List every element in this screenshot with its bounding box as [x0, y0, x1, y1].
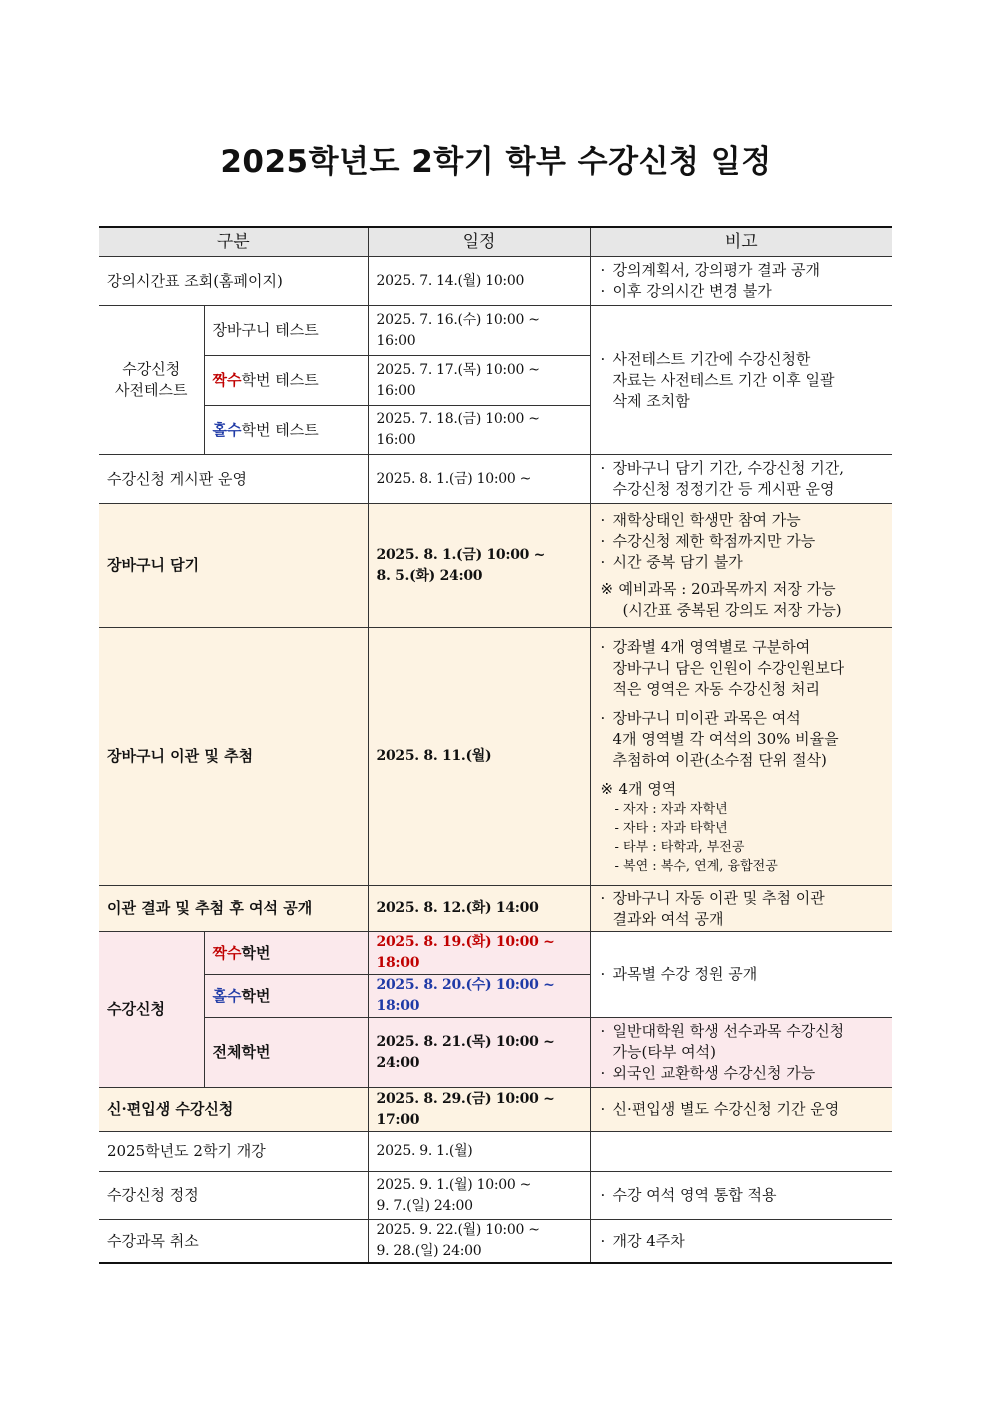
table-row	[99, 1132, 892, 1172]
row-label: 수강신청 정정	[99, 1172, 368, 1220]
row-group-register: 수강신청	[99, 932, 204, 1088]
row-label: 이관 결과 및 추첨 후 여석 공개	[99, 886, 368, 932]
row-date: 2025. 9. 1.(월) 10:00 ~ 9. 7.(일) 24:00	[368, 1172, 590, 1220]
row-date: 2025. 7. 14.(월) 10:00	[368, 257, 590, 306]
table-row	[99, 1018, 892, 1088]
row-note: · 강의계획서, 강의평가 결과 공개 · 이후 강의시간 변경 불가	[590, 257, 892, 306]
row-date: 2025. 7. 18.(금) 10:00 ~ 16:00	[368, 406, 590, 455]
table-row	[99, 1088, 892, 1132]
row-date: 2025. 8. 19.(화) 10:00 ~ 18:00	[368, 932, 590, 975]
row-note: · 사전테스트 기간에 수강신청한 자료는 사전테스트 기간 이후 일괄 삭제 조치함	[590, 306, 892, 455]
row-label: 수강과목 취소	[99, 1220, 368, 1264]
row-label: 장바구니 담기	[99, 504, 368, 628]
row-date: 2025. 9. 1.(월)	[368, 1132, 590, 1172]
row-label: 강의시간표 조회(홈페이지)	[99, 257, 368, 306]
row-date: 2025. 8. 12.(화) 14:00	[368, 886, 590, 932]
row-note: · 신·편입생 별도 수강신청 기간 운영	[590, 1088, 892, 1132]
row-note: · 수강 여석 영역 통합 적용	[590, 1172, 892, 1220]
table-row	[99, 455, 892, 504]
row-label: 2025학년도 2학기 개강	[99, 1132, 368, 1172]
row-label: 신·편입생 수강신청	[99, 1088, 368, 1132]
row-date: 2025. 9. 22.(월) 10:00 ~ 9. 28.(일) 24:00	[368, 1220, 590, 1264]
row-date: 2025. 7. 17.(목) 10:00 ~ 16:00	[368, 356, 590, 406]
row-label: 짝수학번	[204, 932, 368, 975]
row-label: 수강신청 게시판 운영	[99, 455, 368, 504]
header-schedule: 일정	[368, 227, 590, 257]
table-row	[99, 1220, 892, 1264]
row-label: 홀수학번	[204, 975, 368, 1018]
table-row	[99, 886, 892, 932]
row-group-pretest: 수강신청 사전테스트	[99, 306, 204, 455]
row-date: 2025. 7. 16.(수) 10:00 ~ 16:00	[368, 306, 590, 356]
header-category: 구분	[99, 227, 368, 257]
row-note: · 장바구니 담기 기간, 수강신청 기간, 수강신청 정정기간 등 게시판 운영	[590, 455, 892, 504]
row-date: 2025. 8. 21.(목) 10:00 ~ 24:00	[368, 1018, 590, 1088]
table-row	[99, 932, 892, 975]
row-label: 장바구니 테스트	[204, 306, 368, 356]
row-date: 2025. 8. 1.(금) 10:00 ~	[368, 455, 590, 504]
row-note: · 장바구니 자동 이관 및 추첨 이관 결과와 여석 공개	[590, 886, 892, 932]
row-label: 짝수학번 테스트	[204, 356, 368, 406]
row-note: · 일반대학원 학생 선수과목 수강신청 가능(타부 여석) · 외국인 교환학생 수강신청 가능	[590, 1018, 892, 1088]
row-date: 2025. 8. 1.(금) 10:00 ~ 8. 5.(화) 24:00	[368, 504, 590, 628]
table-row	[99, 504, 892, 628]
row-note: · 개강 4주차	[590, 1220, 892, 1264]
row-date: 2025. 8. 11.(월)	[368, 628, 590, 886]
row-note	[590, 1132, 892, 1172]
table-row	[99, 306, 892, 356]
row-label: 장바구니 이관 및 추첨	[99, 628, 368, 886]
row-label: 전체학번	[204, 1018, 368, 1088]
header-remarks: 비고	[590, 227, 892, 257]
table-row	[99, 1172, 892, 1220]
row-note: · 과목별 수강 정원 공개	[590, 932, 892, 1018]
row-label: 홀수학번 테스트	[204, 406, 368, 455]
schedule-table	[99, 226, 892, 1264]
row-date: 2025. 8. 20.(수) 10:00 ~ 18:00	[368, 975, 590, 1018]
table-row	[99, 257, 892, 306]
row-date: 2025. 8. 29.(금) 10:00 ~ 17:00	[368, 1088, 590, 1132]
row-note: · 재학상태인 학생만 참여 가능 · 수강신청 제한 학점까지만 가능 · 시간 중복 담기 불가 ※ 예비과목 : 20과목까지 저장 가능 (시간표 중복된 강의도 저장 가능)	[590, 504, 892, 628]
page-title: 2025학년도 2학기 학부 수강신청 일정	[220, 144, 772, 180]
table-header-row	[99, 227, 892, 257]
row-note: · 강좌별 4개 영역별로 구분하여 장바구니 담은 인원이 수강인원보다 적은 영역은 자동 수강신청 처리 · 장바구니 미이관 과목은 여석 4개 영역별 각 여석의 30% 비율을 추첨하여 이관(소수점 단위 절삭) ※ 4개 영역 - 자자 : 자과 자학년 - 자타 : 자과 타학년 - 타부 : 타학과, 부전공 - 복연 : 복수, 연계, 융합전공	[590, 628, 892, 886]
table-row	[99, 628, 892, 886]
